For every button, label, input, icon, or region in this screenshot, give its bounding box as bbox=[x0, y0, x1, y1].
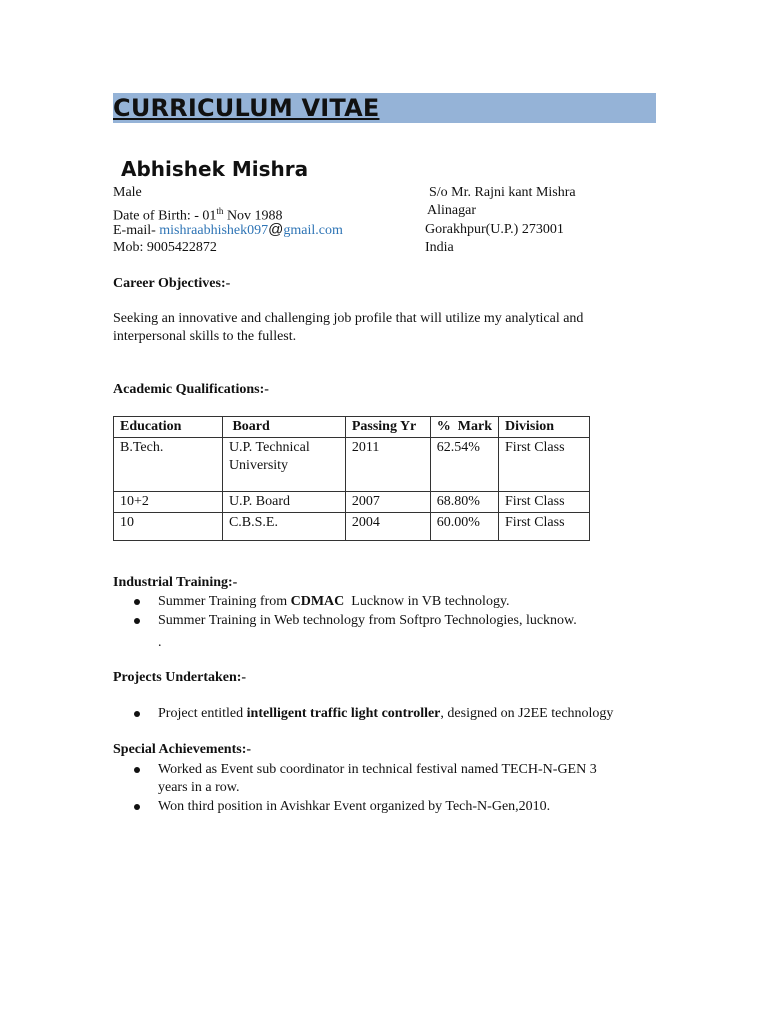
table-cell: 2004 bbox=[345, 513, 430, 541]
stray-period: . bbox=[158, 635, 162, 650]
address-line-3: Gorakhpur(U.P.) 273001 bbox=[425, 222, 564, 237]
table-row bbox=[114, 492, 590, 513]
table-cell: First Class bbox=[499, 513, 590, 541]
projects-heading: Projects Undertaken:- bbox=[113, 670, 247, 685]
gender-line: Male bbox=[113, 185, 142, 200]
table-cell: 10 bbox=[114, 513, 223, 541]
table-row bbox=[114, 513, 590, 541]
item-text: Won third position in Avishkar Event organized by Tech-N-Gen,2010. bbox=[158, 799, 551, 814]
table-cell: C.B.S.E. bbox=[222, 513, 345, 541]
address-line-1: S/o Mr. Rajni kant Mishra bbox=[429, 185, 576, 200]
item-bold-text: intelligent traffic light controller bbox=[246, 706, 441, 721]
table-cell: 68.80% bbox=[430, 492, 498, 513]
table-cell: 10+2 bbox=[114, 492, 223, 513]
table-cell: 60.00% bbox=[430, 513, 498, 541]
projects-list bbox=[113, 705, 653, 724]
candidate-name: Abhishek Mishra bbox=[121, 157, 309, 181]
achievements-list bbox=[113, 761, 603, 817]
column-header: Education bbox=[114, 417, 223, 438]
academic-table bbox=[113, 416, 590, 541]
table-cell: 62.54% bbox=[430, 438, 498, 492]
dob-prefix: Date of Birth: - 01 bbox=[113, 208, 217, 224]
training-list bbox=[113, 593, 653, 631]
list-item bbox=[113, 798, 603, 816]
item-text: Lucknow in VB technology. bbox=[344, 594, 510, 609]
email-label: E-mail- bbox=[113, 223, 160, 238]
table-row bbox=[114, 438, 590, 492]
bullet-icon bbox=[134, 618, 140, 624]
list-item bbox=[113, 612, 653, 630]
academic-heading: Academic Qualifications:- bbox=[113, 382, 269, 397]
email-user-link[interactable]: mishraabhishek097 bbox=[159, 223, 269, 238]
table-header-row bbox=[114, 417, 590, 438]
item-text: Project entitled bbox=[158, 706, 247, 721]
item-text: , designed on J2EE technology bbox=[440, 706, 614, 721]
training-heading: Industrial Training:- bbox=[113, 575, 238, 590]
career-heading: Career Objectives:- bbox=[113, 276, 231, 291]
email-line bbox=[113, 221, 343, 240]
item-text: Summer Training in Web technology from Softpro Technologies, lucknow. bbox=[158, 613, 577, 628]
bullet-icon bbox=[134, 804, 140, 810]
column-header: Division bbox=[499, 417, 590, 438]
address-line-4: India bbox=[425, 240, 454, 255]
bullet-icon bbox=[134, 767, 140, 773]
column-header: % Mark bbox=[430, 417, 498, 438]
table-cell: U.P. Technical University bbox=[222, 438, 345, 492]
dob-superscript: th bbox=[216, 206, 224, 216]
table-cell: First Class bbox=[499, 492, 590, 513]
list-item bbox=[113, 705, 653, 723]
item-text: Worked as Event sub coordinator in technical festival named TECH-N-GEN 3 years in a row. bbox=[158, 762, 597, 795]
dob-suffix: Nov 1988 bbox=[223, 208, 283, 224]
column-header: Passing Yr bbox=[345, 417, 430, 438]
table-cell: B.Tech. bbox=[114, 438, 223, 492]
table-cell: 2011 bbox=[345, 438, 430, 492]
career-text: Seeking an innovative and challenging job profile that will utilize my analytical and interpersonal skills to the fullest. bbox=[113, 311, 584, 344]
bullet-icon bbox=[134, 599, 140, 605]
item-text: Summer Training from bbox=[158, 594, 291, 609]
table-cell: U.P. Board bbox=[222, 492, 345, 513]
email-at-sign: @ bbox=[268, 221, 284, 238]
column-header: Board bbox=[222, 417, 345, 438]
item-bold-text: CDMAC bbox=[290, 594, 345, 609]
list-item bbox=[113, 593, 653, 611]
table-cell: 2007 bbox=[345, 492, 430, 513]
achievements-heading: Special Achievements:- bbox=[113, 742, 252, 757]
mobile-line: Mob: 9005422872 bbox=[113, 240, 217, 255]
page-title: CURRICULUM VITAE bbox=[113, 94, 380, 122]
list-item bbox=[113, 761, 603, 797]
address-line-2: Alinagar bbox=[427, 203, 476, 218]
email-domain-link[interactable]: gmail.com bbox=[283, 223, 343, 238]
bullet-icon bbox=[134, 711, 140, 717]
table-cell: First Class bbox=[499, 438, 590, 492]
